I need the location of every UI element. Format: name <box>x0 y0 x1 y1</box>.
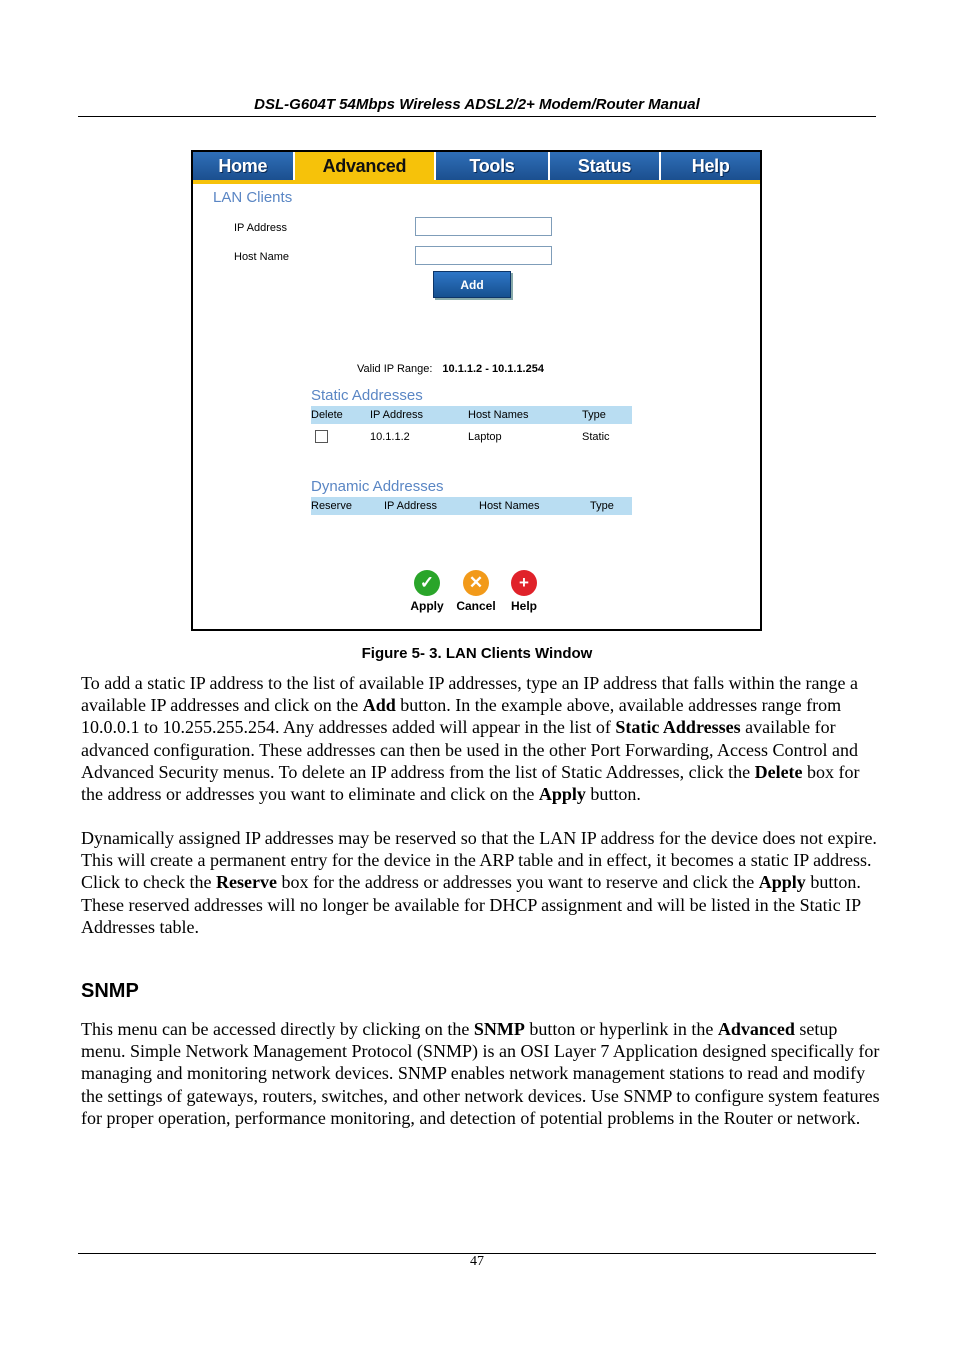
cancel-button[interactable] <box>451 570 501 613</box>
cancel-label: Cancel <box>456 599 496 613</box>
apply-label: Apply <box>410 599 444 613</box>
bold-term: Apply <box>758 872 806 893</box>
tab-help[interactable]: Help <box>661 152 760 180</box>
section-title: LAN Clients <box>213 189 293 206</box>
tab-tools[interactable]: Tools <box>436 152 550 180</box>
col-reserve: Reserve <box>311 500 352 512</box>
valid-ip-range <box>357 363 544 375</box>
col-host-names: Host Names <box>479 500 540 512</box>
row-type: Static <box>582 431 610 443</box>
tab-advanced[interactable]: Advanced <box>295 152 437 180</box>
col-host-names: Host Names <box>468 409 529 421</box>
bold-term: Delete <box>754 761 803 782</box>
bold-term: SNMP <box>473 1019 525 1039</box>
nav-tabs <box>193 152 760 180</box>
range-label: Valid IP Range: <box>357 363 433 375</box>
plus-icon: + <box>511 570 537 596</box>
table-row <box>311 428 632 446</box>
bold-term: Apply <box>538 784 586 805</box>
tab-underline <box>193 180 760 184</box>
figure-caption: Figure 5- 3. LAN Clients Window <box>361 645 593 662</box>
x-icon: ✕ <box>463 570 489 596</box>
host-name-label: Host Name <box>234 251 290 263</box>
col-type: Type <box>590 500 614 512</box>
col-type: Type <box>582 409 606 421</box>
bold-term: Advanced <box>717 1019 795 1039</box>
range-value: 10.1.1.2 - 10.1.1.254 <box>442 363 544 375</box>
bold-term: Reserve <box>215 872 277 893</box>
tab-home[interactable]: Home <box>193 152 295 180</box>
check-icon: ✓ <box>414 570 440 596</box>
apply-button[interactable] <box>402 570 452 613</box>
col-ip-address: IP Address <box>370 409 423 421</box>
paragraph-1: To add a static IP address to the list of available IP addresses, type an IP address that falls within the range a available IP addresses and click on the Add button. In the example above, available addresses range from 10.0.0.1 to 10.255.255.254. Any addresses added will appear in the list of Static Addresses available for advanced configuration. These addresses can then be used in the other Port Forwarding, Access Control and Advanced Security menus. To delete an IP address from the list of Static Addresses, click the Delete box for the address or addresses you want to eliminate and click on the Apply button. <box>81 673 860 805</box>
add-button[interactable]: Add <box>433 271 511 298</box>
help-label: Help <box>510 599 537 613</box>
page-number: 47 <box>470 1254 484 1269</box>
static-table-header <box>311 406 632 424</box>
delete-checkbox[interactable] <box>315 430 328 443</box>
bold-term: Static Addresses <box>615 717 741 738</box>
header-rule <box>78 116 876 117</box>
col-ip-address: IP Address <box>384 500 437 512</box>
tab-status[interactable]: Status <box>550 152 662 180</box>
static-addresses-title: Static Addresses <box>311 387 423 404</box>
help-button[interactable] <box>499 570 549 613</box>
dynamic-table-header <box>311 497 632 515</box>
col-delete: Delete <box>311 409 343 421</box>
lan-clients-window <box>191 150 762 631</box>
section-heading: SNMP <box>81 980 139 1002</box>
row-host: Laptop <box>468 431 502 443</box>
ip-address-input[interactable] <box>415 217 552 236</box>
host-name-input[interactable] <box>415 246 552 265</box>
ip-address-label: IP Address <box>234 222 287 234</box>
dynamic-addresses-title: Dynamic Addresses <box>311 478 444 495</box>
page-header: DSL-G604T 54Mbps Wireless ADSL2/2+ Modem/Router Manual <box>254 96 700 113</box>
bold-term: Add <box>362 695 396 716</box>
paragraph-2: Dynamically assigned IP addresses may be reserved so that the LAN IP address for the device does not expire. This will create a permanent entry for the device in the ARP table and in effect, it becomes a static IP address. Click to check the Reserve box for the address or addresses you want to reserve and click the Apply button. These reserved addresses will no longer be available for DHCP assignment and will be listed in the Static IP Addresses table. <box>81 828 877 937</box>
paragraph-3: This menu can be accessed directly by clicking on the SNMP button or hyperlink in the Advanced setup menu. Simple Network Management Protocol (SNMP) is an OSI Layer 7 Application designed specifically for managing and monitoring network devices. SNMP enables network management stations to read and modify the settings of gateways, routers, switches, and other network devices. Use SNMP to configure system features for proper operation, performance monitoring, and detection of potential problems in the Router or network. <box>81 1019 880 1128</box>
row-ip: 10.1.1.2 <box>370 431 410 443</box>
